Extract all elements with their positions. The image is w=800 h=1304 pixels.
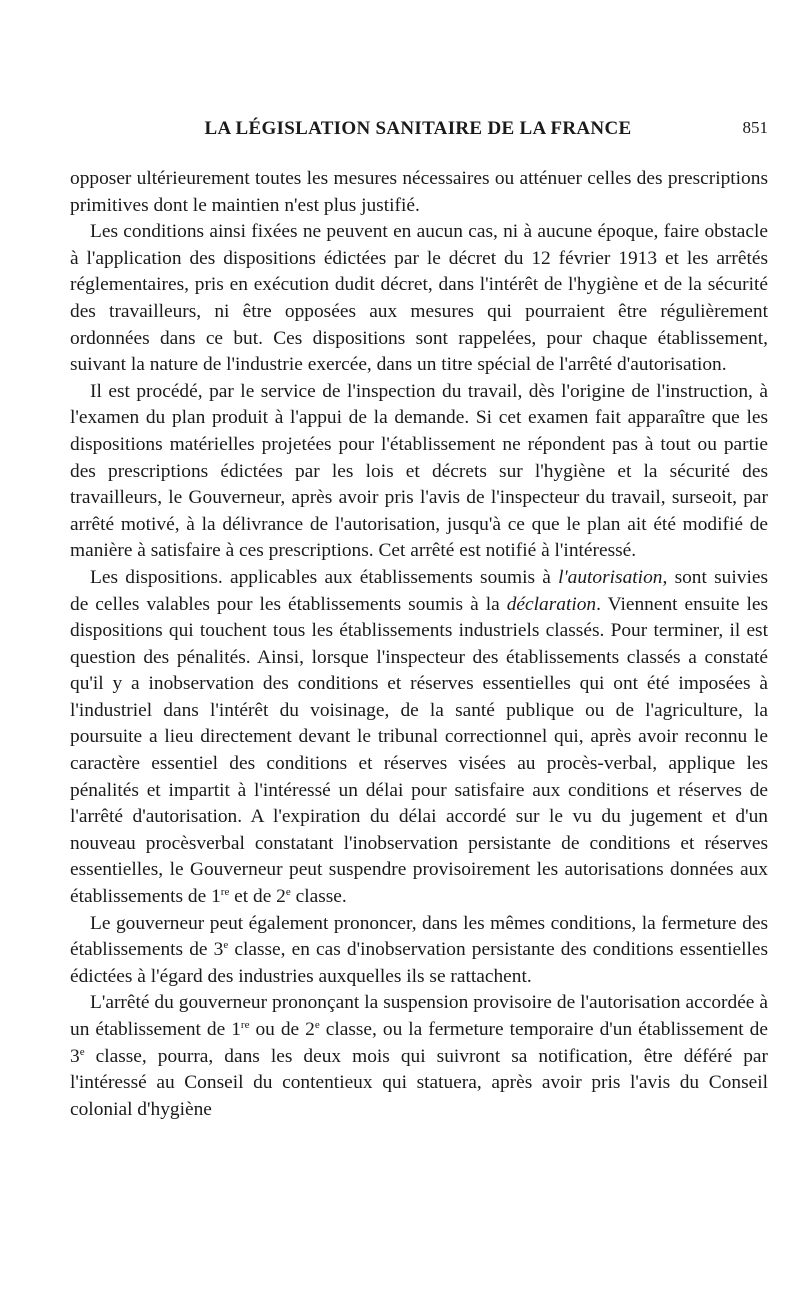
paragraph-4-text-e: . Viennent ensuite les dispositions qui touchent tous les établissements industriels classés. Pour terminer, il est question des pénalités. Ainsi, lorsque l'inspecteur des établissements classés a constaté qu'il y a inobservation des conditions et réserves essentielles qui ont été imposées à l'industriel dans l'intérêt du voisinage, de la santé publique ou de l'agriculture, la poursuite a lieu directement devant le tribunal correctionnel qui, après avoir reconnu le caractère essentiel des conditions et réserves visées au procès-verbal, applique les pénalités et impartit à l'intéressé un délai pour satisfaire aux conditions et réserves de l'arrêté d'autorisation. A l'expiration du délai accordé sur le vu du jugement et d'un nouveau procèsverbal constatant l'inobservation persistante de conditions et réserves essentielles, le Gouverneur peut suspendre provisoirement les autorisations données aux établissements de 1 [70,593,769,908]
paragraph-6-text-a: L'arrêté du gouverneur prononçant la suspension provisoire de l'autorisation accordée à un établissement de 1 [70,992,768,1040]
paragraph-2: Les conditions ainsi fixées ne peuvent en aucun cas, ni à aucune époque, faire obstacle à l'application des dispositions édictées par le décret du 12 février 1913 et les arrêtés réglementaires, pris en exécution dudit décret, dans l'intérêt de l'hygiène et de la sécurité des travailleurs, ni être opposées aux mesures qui pourraient être régulièrement ordonnées dans ce but. Ces dispositions sont rappelées, pour chaque établissement, suivant la nature de l'industrie exercée, dans un titre spécial de l'arrêté d'autorisation. [70,221,768,376]
paragraph-4-text-g: classe. [290,886,347,908]
running-title: LA LÉGISLATION SANITAIRE DE LA FRANCE [204,118,632,139]
superscript-e: e [79,1045,85,1058]
paragraph-5-text-b: classe, en cas d'inobservation persistante des conditions essentielles édictées à l'égard des industries auxquelles ils se rattachent. [70,939,768,987]
italic-term-autorisation: l'autorisation [558,566,663,588]
paragraph-4-text-a: Les dispositions. applicables aux établissements soumis à [90,566,559,588]
superscript-e: e [314,1019,320,1031]
page-number: 851 [742,118,768,137]
paragraph-6 [70,990,768,1123]
paragraph-4 [70,565,768,911]
paragraph-6-text-d: classe, pourra, dans les deux mois qui suivront sa notification, être déféré par l'intéressé au Conseil du contentieux qui statuera, après avoir pris l'avis du Conseil colonial d'hygiène [70,1045,768,1120]
superscript-e: e [223,939,229,952]
superscript-e: e [285,886,291,899]
paragraph-5-text-a: Le gouverneur peut également prononcer, dans les mêmes conditions, la fermeture des établissements de 3 [70,912,768,961]
paragraph-4-text-c: , sont suivies de celles valables pour les établissements soumis à la [70,566,768,615]
paragraph-4-text-f: et de 2 [229,886,286,908]
superscript-re: re [220,886,230,899]
paragraph-6-text-c: classe, ou la fermeture temporaire d'un établissement de 3 [70,1019,768,1067]
page-header [68,118,768,148]
paragraph-3: Il est procédé, par le service de l'inspection du travail, dès l'origine de l'instruction, à l'examen du plan produit à l'appui de la demande. Si cet examen fait apparaître que les dispositions matérielles projetées pour l'établissement ne répondent pas à tout ou partie des prescriptions édictées par les lois et décrets sur l'hygiène et la sécurité des travailleurs, le Gouverneur, après avoir pris l'avis de l'inspecteur du travail, surseoit, par arrêté motivé, à la délivrance de l'autorisation, jusqu'à ce que le plan ait été modifié de manière à satisfaire à ces prescriptions. Cet arrêté est notifié à l'intéressé. [70,380,768,562]
paragraph-1: opposer ultérieurement toutes les mesures nécessaires ou atténuer celles des prescriptions primitives dont le maintien n'est plus justifié. [70,168,768,216]
superscript-re: re [240,1019,250,1031]
body-text [70,166,768,1123]
paragraph-5 [70,911,768,991]
paragraph-6-text-b: ou de 2 [249,1019,315,1040]
italic-term-declaration: déclaration [506,593,597,615]
